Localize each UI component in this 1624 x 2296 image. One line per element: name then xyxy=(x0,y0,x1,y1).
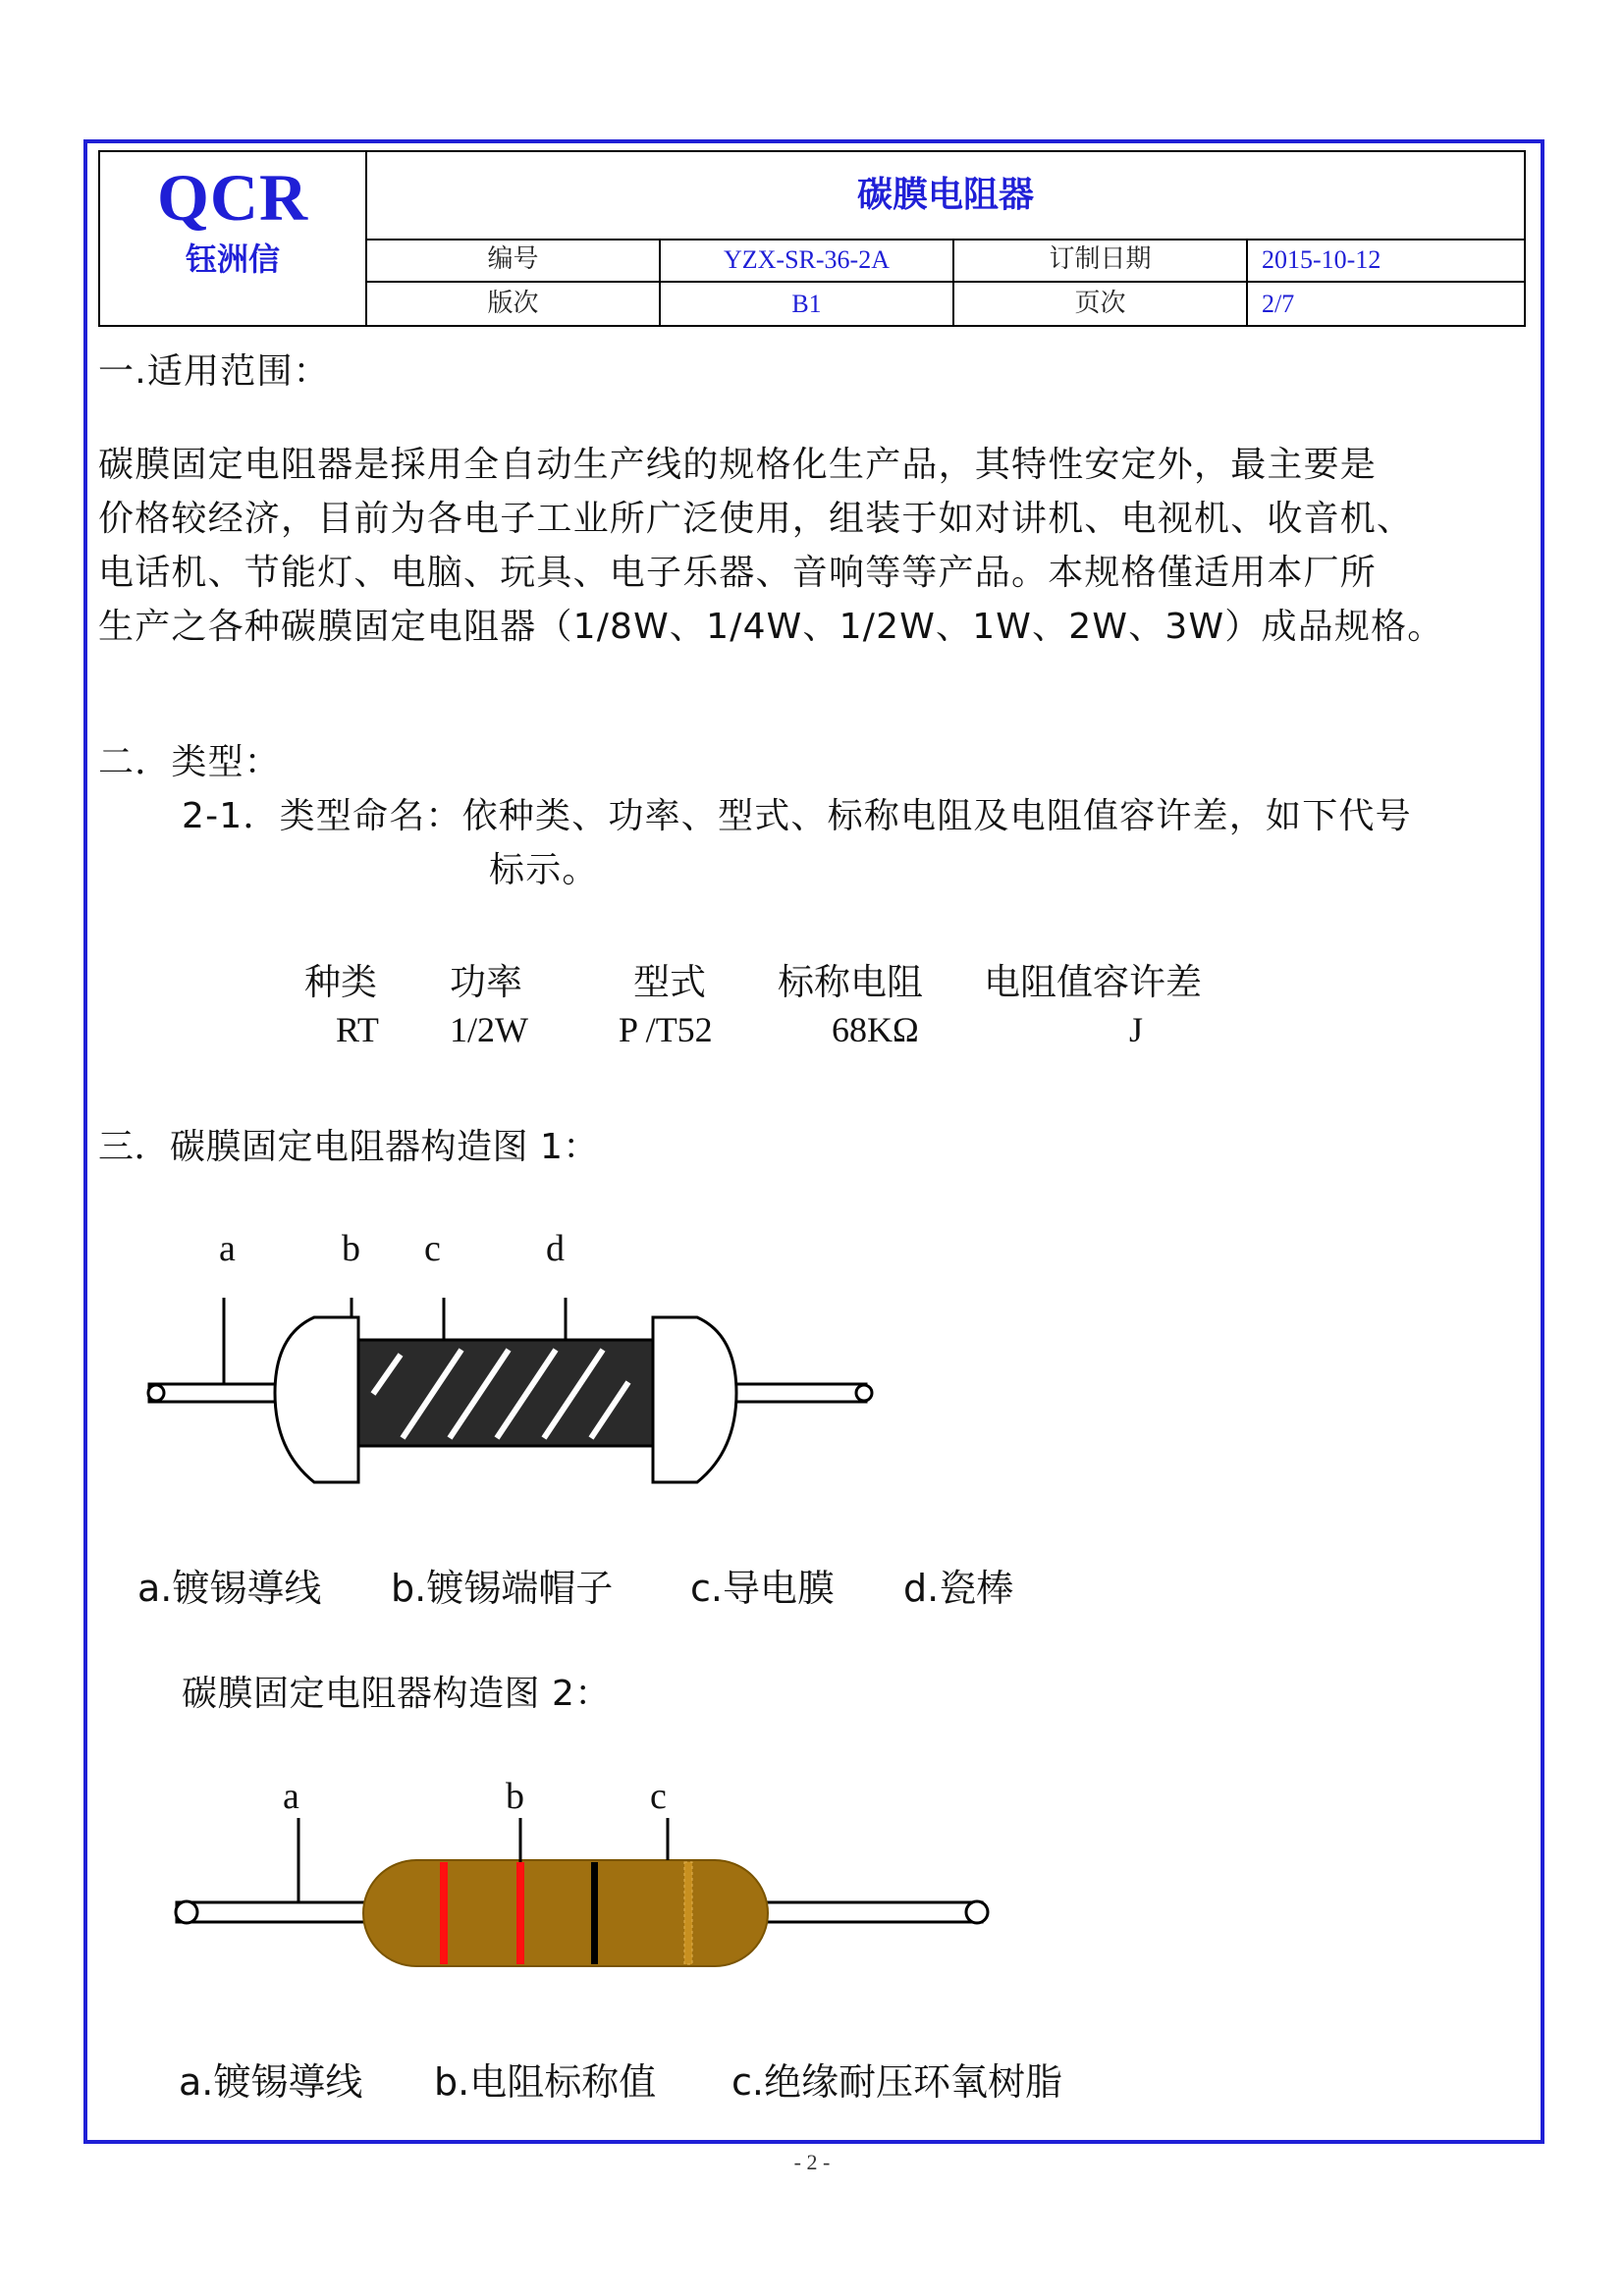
fig2-band-red-1 xyxy=(440,1862,448,1964)
document-header xyxy=(98,150,1526,327)
section2-heading: 二．类型： xyxy=(98,742,282,782)
fig2-legend-b: b.电阻标称值 xyxy=(434,2060,657,2104)
section1-heading: 一.适用范围： xyxy=(98,351,330,392)
naming-value-type: RT xyxy=(336,1010,379,1049)
fig2-heading: 碳膜固定电阻器构造图 2： xyxy=(182,1674,611,1714)
naming-header-type: 种类 xyxy=(304,961,377,1003)
fig1-label-b: b xyxy=(342,1228,360,1269)
doc-number-label: 编号 xyxy=(367,239,661,281)
fig2-label-c: c xyxy=(650,1776,667,1817)
section2-sub-line: 标示。 xyxy=(489,850,599,890)
section1-line: 碳膜固定电阻器是採用全自动生产线的规格化生产品，其特性安定外，最主要是 xyxy=(98,445,1378,485)
section1-line: 生产之各种碳膜固定电阻器（1/8W、1/4W、1/2W、1W、2W、3W）成品规格。 xyxy=(98,607,1444,647)
section1-line: 电话机、节能灯、电脑、玩具、电子乐器、音响等等产品。本规格僅适用本厂所 xyxy=(98,553,1378,593)
naming-value-resistance: 68KΩ xyxy=(832,1010,919,1049)
version-value: B1 xyxy=(661,283,954,325)
fig2-label-a: a xyxy=(283,1776,299,1817)
naming-value-power: 1/2W xyxy=(450,1010,528,1049)
header-row-1 xyxy=(367,239,1524,283)
logo-sub-text: 钰洲信 xyxy=(185,240,280,278)
header-row-2 xyxy=(367,283,1524,325)
page-label: 页次 xyxy=(954,283,1248,325)
fig2-legend-a: a.镀锡導线 xyxy=(179,2060,363,2104)
naming-header-power: 功率 xyxy=(450,961,522,1003)
page-footer: - 2 - xyxy=(793,2150,831,2174)
resistor-structure-figure-2 xyxy=(167,1816,1001,1993)
fig2-band-red-2 xyxy=(516,1862,524,1964)
document-title: 碳膜电阻器 xyxy=(367,152,1524,240)
fig1-lead-right xyxy=(731,1384,866,1402)
fig1-label-d: d xyxy=(546,1228,565,1269)
fig1-label-a: a xyxy=(219,1228,236,1269)
fig2-lead-right xyxy=(756,1902,982,1922)
naming-value-form: P /T52 xyxy=(619,1010,713,1049)
section3-heading: 三．碳膜固定电阻器构造图 1： xyxy=(98,1127,599,1167)
doc-date-value: 2015-10-12 xyxy=(1262,245,1381,274)
doc-date-label: 订制日期 xyxy=(954,239,1248,281)
resistor-structure-figure-1 xyxy=(137,1276,884,1502)
fig1-end-cap-right xyxy=(653,1317,736,1482)
fig2-band-black xyxy=(591,1862,598,1964)
page-value: 2/7 xyxy=(1262,290,1295,318)
logo-main-text: QCR xyxy=(156,160,309,235)
fig2-band-gold xyxy=(684,1862,692,1964)
company-logo xyxy=(100,152,367,325)
fig1-end-cap-left xyxy=(275,1317,358,1482)
naming-header-resistance: 标称电阻 xyxy=(778,961,923,1003)
fig1-legend-c: c.导电膜 xyxy=(690,1567,835,1610)
version-label: 版次 xyxy=(367,283,661,325)
fig2-label-b: b xyxy=(506,1776,524,1817)
fig2-lead-left xyxy=(177,1902,373,1922)
section2-sub-line: 2-1．类型命名：依种类、功率、型式、标称电阻及电阻值容许差，如下代号 xyxy=(182,796,1412,836)
fig1-label-c: c xyxy=(424,1228,441,1269)
fig1-legend-d: d.瓷棒 xyxy=(903,1567,1014,1610)
fig2-resistor-body xyxy=(363,1860,768,1966)
naming-header-form: 型式 xyxy=(633,961,706,1003)
naming-header-tolerance: 电阻值容许差 xyxy=(984,961,1202,1003)
section1-line: 价格较经济，目前为各电子工业所广泛使用，组装于如对讲机、电视机、收音机、 xyxy=(98,499,1414,539)
fig1-legend-a: a.镀锡導线 xyxy=(137,1567,322,1610)
fig1-legend-b: b.镀锡端帽子 xyxy=(391,1567,614,1610)
fig2-legend-c: c.绝缘耐压环氧树脂 xyxy=(731,2060,1062,2104)
naming-value-tolerance: J xyxy=(1129,1010,1144,1049)
doc-number-value: YZX-SR-36-2A xyxy=(661,239,954,281)
